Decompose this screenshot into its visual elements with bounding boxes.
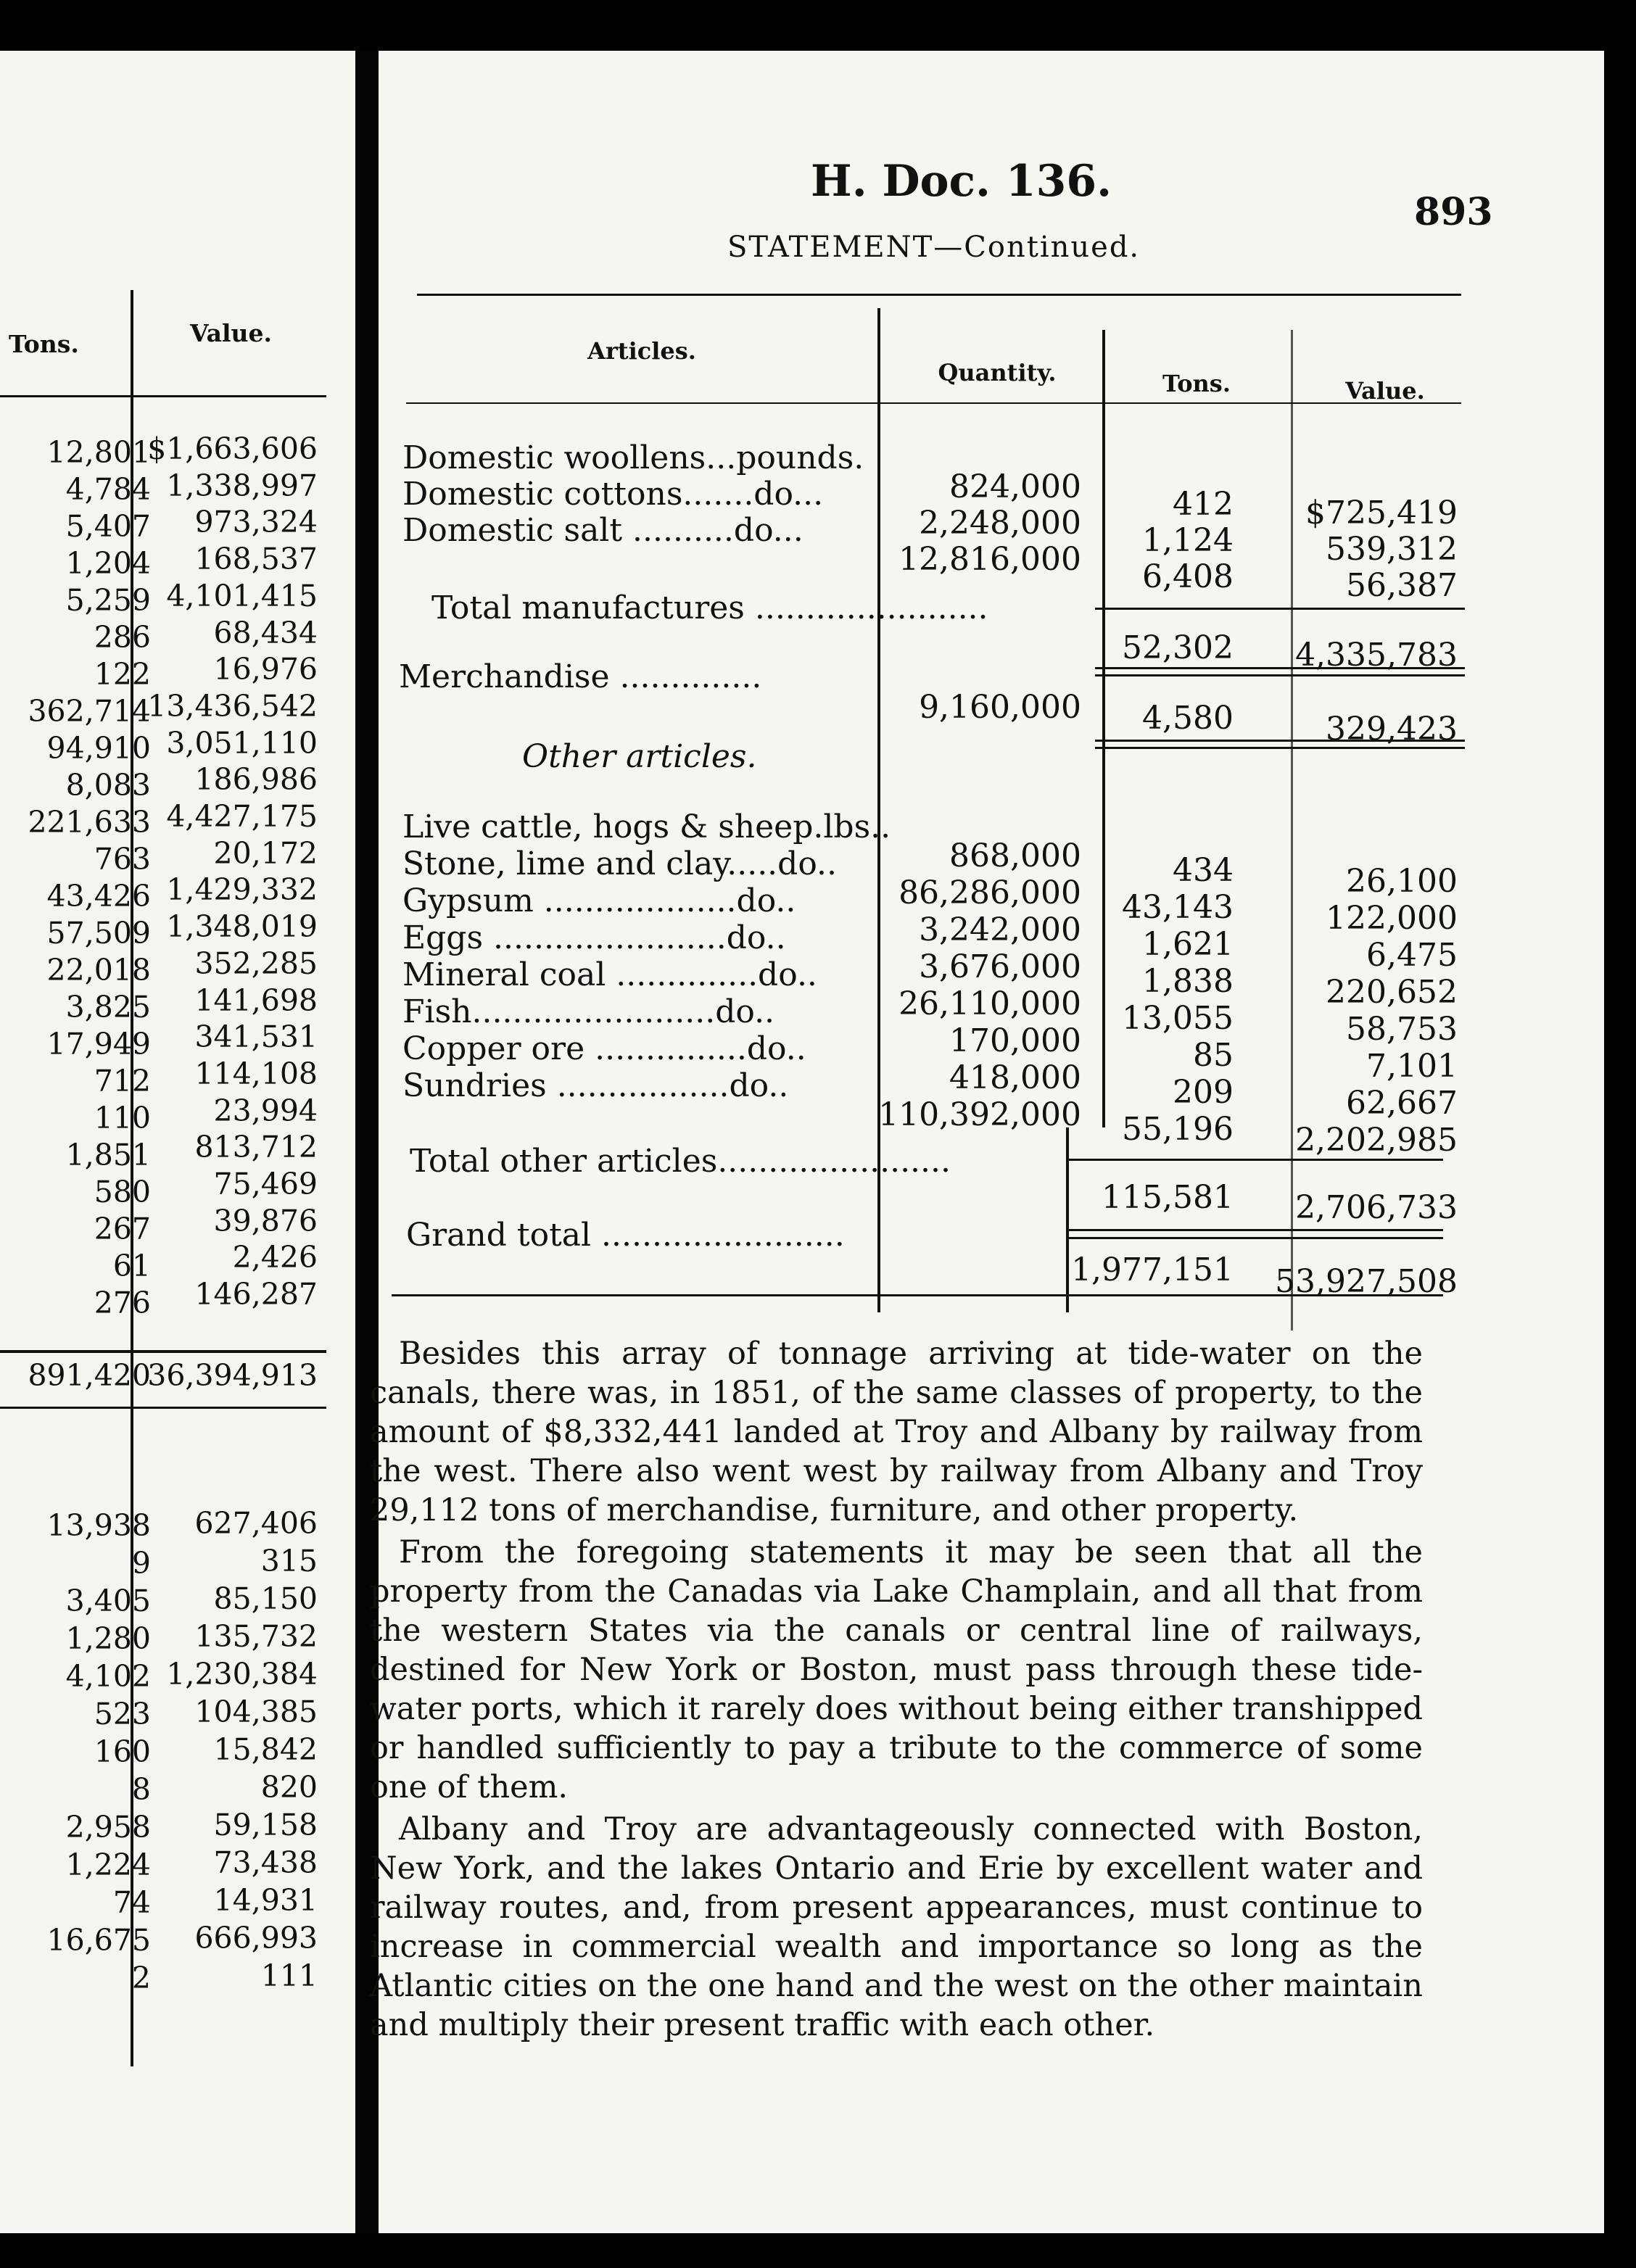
row-tons: 110 [94, 1101, 151, 1135]
manufactures-rule [1095, 608, 1465, 610]
row-tons: 13,938 [46, 1508, 151, 1543]
row-tons: 712 [94, 1064, 151, 1098]
row-value: 973,324 [194, 505, 318, 540]
row-tons: 17,949 [46, 1027, 151, 1061]
article-quantity: 3,676,000 [919, 948, 1081, 985]
tons-header: Tons. [9, 330, 79, 358]
row-tons: 8 [131, 1772, 151, 1807]
row-tons: 9 [131, 1546, 151, 1581]
article-label: Fish........................do.. [402, 993, 775, 1030]
row-tons: 1,851 [65, 1138, 151, 1172]
total-other-value: 2,706,733 [1295, 1189, 1458, 1226]
row-value: 141,698 [194, 982, 318, 1018]
row-value: 75,469 [213, 1167, 318, 1201]
total-other-label: Total other articles....................... [410, 1143, 951, 1180]
row-value: 1,429,332 [166, 872, 318, 908]
row-value: 23,994 [213, 1093, 318, 1128]
article-value: 122,000 [1326, 900, 1458, 937]
header-rule [0, 395, 326, 397]
row-value: 114,108 [194, 1056, 318, 1091]
article-label: Sundries .................do.. [402, 1067, 789, 1104]
article-label: Live cattle, hogs & sheep.lbs.. [402, 808, 891, 845]
row-value: 1,348,019 [166, 909, 318, 945]
row-tons: 2,958 [65, 1810, 151, 1845]
article-quantity: 3,242,000 [919, 911, 1081, 948]
article-quantity: 2,248,000 [919, 505, 1081, 542]
article-label: Mineral coal ..............do.. [402, 956, 817, 993]
other-articles-heading: Other articles. [522, 738, 757, 775]
total-rule [0, 1350, 326, 1353]
row-tons: 8,083 [65, 768, 151, 803]
merchandise-label: Merchandise .............. [399, 658, 762, 695]
article-quantity: 12,816,000 [898, 541, 1081, 578]
row-value: 315 [260, 1544, 318, 1578]
article-tons: 412 [1173, 486, 1234, 523]
article-tons: 1,124 [1142, 522, 1234, 559]
article-quantity: 170,000 [949, 1022, 1081, 1059]
article-tons: 43,143 [1122, 889, 1234, 926]
document-title: H. Doc. 136. [811, 156, 1112, 207]
article-tons: 85 [1193, 1037, 1234, 1074]
article-label: Domestic salt ..........do... [402, 512, 803, 549]
paragraph: Albany and Troy are advantageously connected with Boston, New York, and the lakes Ontario and Erie by excellent water and railway routes, and, from present appearances, must continue to increase in commercial wealth and importance so long as the Atlantic cities on the one hand and the west on the other maintain and multiply their present traffic with each other. [370, 1811, 1423, 2043]
article-label: Copper ore ...............do.. [402, 1030, 806, 1067]
paragraph: From the foregoing statements it may be seen that all the property from the Canadas via Lake Champlain, and all that from the western States via the canals or central line of railways, destined for New York or Boston, must pass through these tide-water ports, which it rarely does without being either transhipped or handled sufficiently to pay a tribute to the commerce of some one of them. [370, 1534, 1423, 1805]
row-value: 813,712 [194, 1130, 318, 1165]
row-value: 85,150 [213, 1581, 318, 1616]
col-divider-tons [1102, 330, 1105, 1127]
row-value: 3,051,110 [166, 725, 318, 761]
article-value: 58,753 [1346, 1011, 1458, 1048]
row-tons: 122 [94, 657, 151, 692]
row-tons: 267 [94, 1212, 151, 1246]
row-value: 627,406 [194, 1506, 318, 1541]
row-tons: 4,102 [65, 1659, 151, 1694]
article-tons: 1,621 [1142, 926, 1234, 963]
manufactures-rule-3 [1095, 674, 1465, 676]
article-tons: 55,196 [1122, 1111, 1234, 1148]
row-value: 341,531 [194, 1019, 318, 1055]
total-value: 36,394,913 [147, 1358, 318, 1393]
row-value: 39,876 [213, 1203, 318, 1238]
row-value: 15,842 [213, 1732, 318, 1767]
row-value: 4,427,175 [166, 799, 318, 834]
article-label: Eggs .......................do.. [402, 919, 786, 956]
article-value: 26,100 [1346, 863, 1458, 900]
tons-header: Tons. [1162, 370, 1231, 397]
page-number: 893 [1414, 190, 1493, 234]
row-value: 352,285 [194, 945, 318, 981]
row-tons: 4,784 [65, 472, 151, 507]
article-quantity: 418,000 [949, 1059, 1081, 1096]
row-value: 146,287 [194, 1277, 318, 1312]
other-rule-3 [1066, 1237, 1443, 1239]
row-value: $1,663,606 [147, 431, 318, 466]
article-label: Stone, lime and clay.....do.. [402, 845, 838, 882]
row-value: 104,385 [194, 1694, 318, 1729]
article-quantity: 824,000 [949, 468, 1081, 505]
row-value: 1,338,997 [166, 468, 318, 503]
row-tons: 16,675 [46, 1923, 151, 1958]
statement-title: STATEMENT—Continued. [727, 231, 1141, 264]
row-tons: 580 [94, 1175, 151, 1209]
value-header: Value. [190, 319, 272, 347]
article-value: $725,419 [1305, 494, 1458, 531]
top-rule [417, 294, 1461, 296]
article-label: Domestic cottons.......do... [402, 476, 824, 513]
other-rule-2 [1066, 1229, 1443, 1231]
article-value: 56,387 [1346, 567, 1458, 604]
grand-total-value: 53,927,508 [1275, 1263, 1458, 1300]
row-value: 16,976 [213, 652, 318, 687]
col-divider-tons-lower [1066, 1127, 1069, 1312]
row-tons: 5,407 [65, 509, 151, 544]
row-tons: 43,426 [46, 879, 151, 914]
value-header: Value. [1345, 377, 1425, 405]
paragraph: Besides this array of tonnage arriving at tide-water on the canals, there was, in 1851, of the same classes of property, to the amount of $8,332,441 landed at Troy and Albany by railway from the west. There also went west by railway from Albany and Troy 29,112 tons of merchandise, furniture, and other property. [370, 1336, 1423, 1528]
row-value: 135,732 [194, 1619, 318, 1654]
article-value: 539,312 [1326, 531, 1458, 568]
row-tons: 1,224 [65, 1847, 151, 1882]
merchandise-tons: 4,580 [1142, 700, 1234, 737]
total-manufactures-value: 4,335,783 [1295, 637, 1458, 674]
article-value: 6,475 [1366, 937, 1458, 974]
article-label: Gypsum ...................do.. [402, 882, 796, 919]
merchandise-value: 329,423 [1326, 711, 1458, 748]
row-value: 20,172 [213, 835, 318, 871]
row-tons: 1,280 [65, 1621, 151, 1656]
header-bottom-rule [406, 402, 1461, 404]
col-divider-value [1291, 330, 1293, 1330]
total-tons: 891,420 [28, 1358, 151, 1393]
article-tons: 13,055 [1122, 1000, 1234, 1037]
row-value: 2,426 [232, 1240, 318, 1275]
row-tons: 160 [94, 1734, 151, 1769]
row-tons: 362,714 [28, 694, 151, 729]
row-tons: 286 [94, 620, 151, 655]
row-tons: 94,910 [46, 731, 151, 766]
row-tons: 5,259 [65, 583, 151, 618]
articles-header: Articles. [587, 337, 696, 365]
article-quantity: 26,110,000 [898, 985, 1081, 1022]
row-value: 168,537 [194, 542, 318, 577]
merchandise-quantity: 9,160,000 [919, 689, 1081, 726]
total-other-tons: 115,581 [1102, 1179, 1234, 1216]
grand-total-label: Grand total ........................ [406, 1217, 845, 1254]
other-rule [1066, 1159, 1443, 1161]
row-tons: 22,018 [46, 953, 151, 988]
row-tons: 1,204 [65, 546, 151, 581]
row-tons: 3,405 [65, 1584, 151, 1618]
row-tons: 2 [131, 1961, 151, 1995]
article-tons: 434 [1173, 852, 1234, 889]
row-tons: 61 [112, 1249, 151, 1283]
row-value: 111 [260, 1958, 318, 1993]
row-value: 1,230,384 [166, 1657, 318, 1692]
row-value: 820 [260, 1770, 318, 1805]
grand-total-tons: 1,977,151 [1071, 1251, 1234, 1288]
article-label: Domestic woollens...pounds. [402, 439, 864, 476]
row-value: 186,986 [194, 762, 318, 798]
article-value: 220,652 [1326, 974, 1458, 1011]
article-tons: 209 [1173, 1074, 1234, 1111]
row-value: 68,434 [213, 615, 318, 650]
body-text [370, 1334, 1423, 2045]
row-value: 73,438 [213, 1845, 318, 1880]
row-value: 14,931 [213, 1883, 318, 1918]
row-tons: 57,509 [46, 916, 151, 951]
row-tons: 74 [112, 1885, 151, 1920]
row-value: 13,436,542 [147, 688, 318, 724]
total-manufactures-label: Total manufactures ....................... [431, 589, 988, 626]
article-quantity: 86,286,000 [898, 874, 1081, 911]
row-tons: 221,633 [28, 805, 151, 840]
article-value: 7,101 [1366, 1048, 1458, 1085]
article-quantity: 110,392,000 [878, 1096, 1081, 1133]
row-tons: 763 [94, 842, 151, 877]
row-value: 59,158 [213, 1808, 318, 1842]
row-value: 666,993 [194, 1921, 318, 1955]
article-value: 2,202,985 [1295, 1122, 1458, 1159]
row-value: 4,101,415 [166, 578, 318, 613]
article-value: 62,667 [1346, 1085, 1458, 1122]
quantity-header: Quantity. [938, 359, 1057, 386]
page-edge [1604, 51, 1636, 2233]
article-quantity: 868,000 [949, 837, 1081, 874]
row-tons: 12,801 [46, 435, 151, 470]
total-rule-bottom [0, 1407, 326, 1409]
row-tons: 276 [94, 1286, 151, 1320]
row-tons: 3,825 [65, 990, 151, 1025]
article-tons: 1,838 [1142, 963, 1234, 1000]
row-tons: 523 [94, 1697, 151, 1731]
article-tons: 6,408 [1142, 558, 1234, 595]
total-manufactures-tons: 52,302 [1122, 629, 1234, 666]
